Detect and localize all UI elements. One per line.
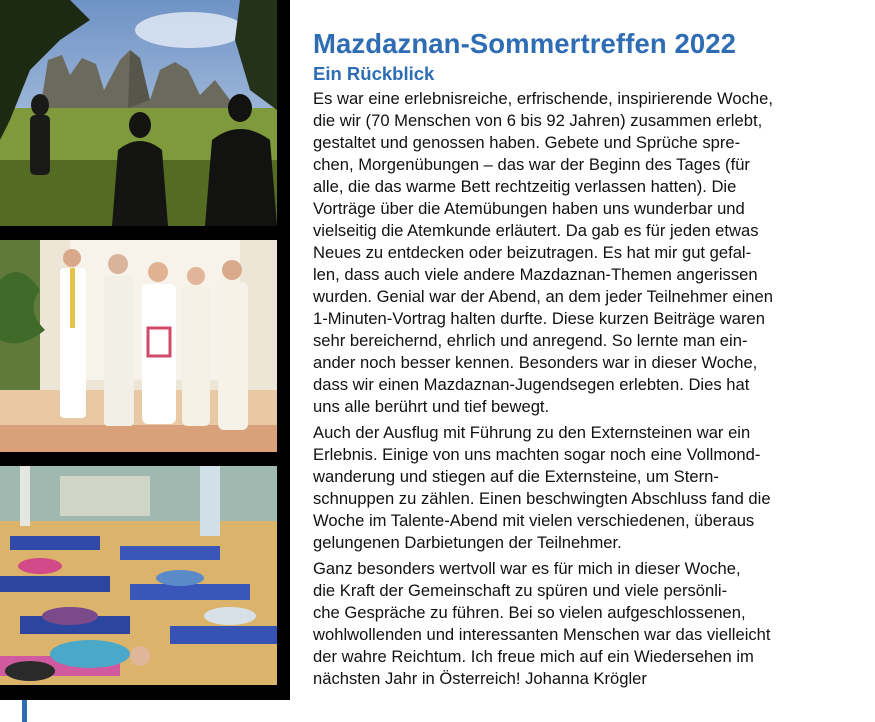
accent-bar [22, 700, 27, 722]
photo-exercise-hall [0, 466, 277, 685]
article-body [313, 88, 838, 690]
text-line: der wahre Reichtum. Ich freue mich auf ein Wiedersehen im [313, 647, 754, 666]
text-line: schnuppen zu zählen. Einen beschwingten Abschluss fand die [313, 489, 771, 508]
text-line: Woche im Talente-Abend mit vielen verschiedenen, überaus [313, 511, 755, 530]
article-subtitle: Ein Rückblick [313, 63, 435, 84]
text-line: nächsten Jahr in Österreich! Johanna Krögler [313, 669, 647, 688]
text-line: ander noch besser kennen. Besonders war in dieser Woche, [313, 353, 758, 372]
text-line: wanderung und stiegen auf die Externsteine, um Stern- [313, 467, 719, 486]
text-line: len, dass auch viele andere Mazdaznan-Themen angerissen [313, 265, 758, 284]
photo-column [0, 0, 290, 700]
text-line: gelungenen Darbietungen der Teilnehmer. [313, 533, 622, 552]
text-line: Auch der Ausflug mit Führung zu den Externsteinen war ein [313, 423, 751, 442]
photo-externsteine-silhouettes [0, 0, 277, 226]
article-paragraph [313, 88, 838, 418]
text-line: Es war eine erlebnisreiche, erfrischende, inspirierende Woche, [313, 89, 773, 108]
text-line: uns alle berührt und tief bewegt. [313, 397, 550, 416]
text-line: wohlwollenden und interessanten Menschen war das vielleicht [313, 625, 771, 644]
text-line: Neues zu entdecken oder beizutragen. Es hat mir gut gefal- [313, 243, 752, 262]
text-line: sehr bereichernd, ehrlich und anregend. So lernte man ein- [313, 331, 748, 350]
text-line: wurden. Genial war der Abend, an dem jeder Teilnehmer einen [313, 287, 773, 306]
text-line: die wir (70 Menschen von 6 bis 92 Jahren) zusammen erlebt, [313, 111, 763, 130]
text-line: Vorträge über die Atemübungen haben uns wunderbar und [313, 199, 745, 218]
text-line: 1-Minuten-Vortrag halten durfte. Diese kurzen Beiträge waren [313, 309, 765, 328]
article-paragraph [313, 558, 838, 690]
text-line: die Kraft der Gemeinschaft zu spüren und viele persönli- [313, 581, 728, 600]
text-line: dass wir einen Mazdaznan-Jugendsegen erlebten. Dies hat [313, 375, 750, 394]
text-line: gestaltet und genossen haben. Gebete und Sprüche spre- [313, 133, 741, 152]
article-paragraph [313, 422, 838, 554]
article-title: Mazdaznan-Sommertreffen 2022 [313, 28, 737, 59]
text-line: alle, die das warme Bett rechtzeitig verlassen hatten). Die [313, 177, 737, 196]
photo-group-portrait [0, 240, 277, 452]
text-line: chen, Morgenübungen – das war der Beginn des Tages (für [313, 155, 750, 174]
text-line: che Gespräche zu führen. Bei so vielen aufgeschlossenen, [313, 603, 746, 622]
text-line: Ganz besonders wertvoll war es für mich in dieser Woche, [313, 559, 741, 578]
text-line: Erlebnis. Einige von uns machten sogar noch eine Vollmond- [313, 445, 761, 464]
text-line: vielseitig die Atemkunde erläutert. Da gab es für jeden etwas [313, 221, 759, 240]
article [313, 28, 838, 694]
